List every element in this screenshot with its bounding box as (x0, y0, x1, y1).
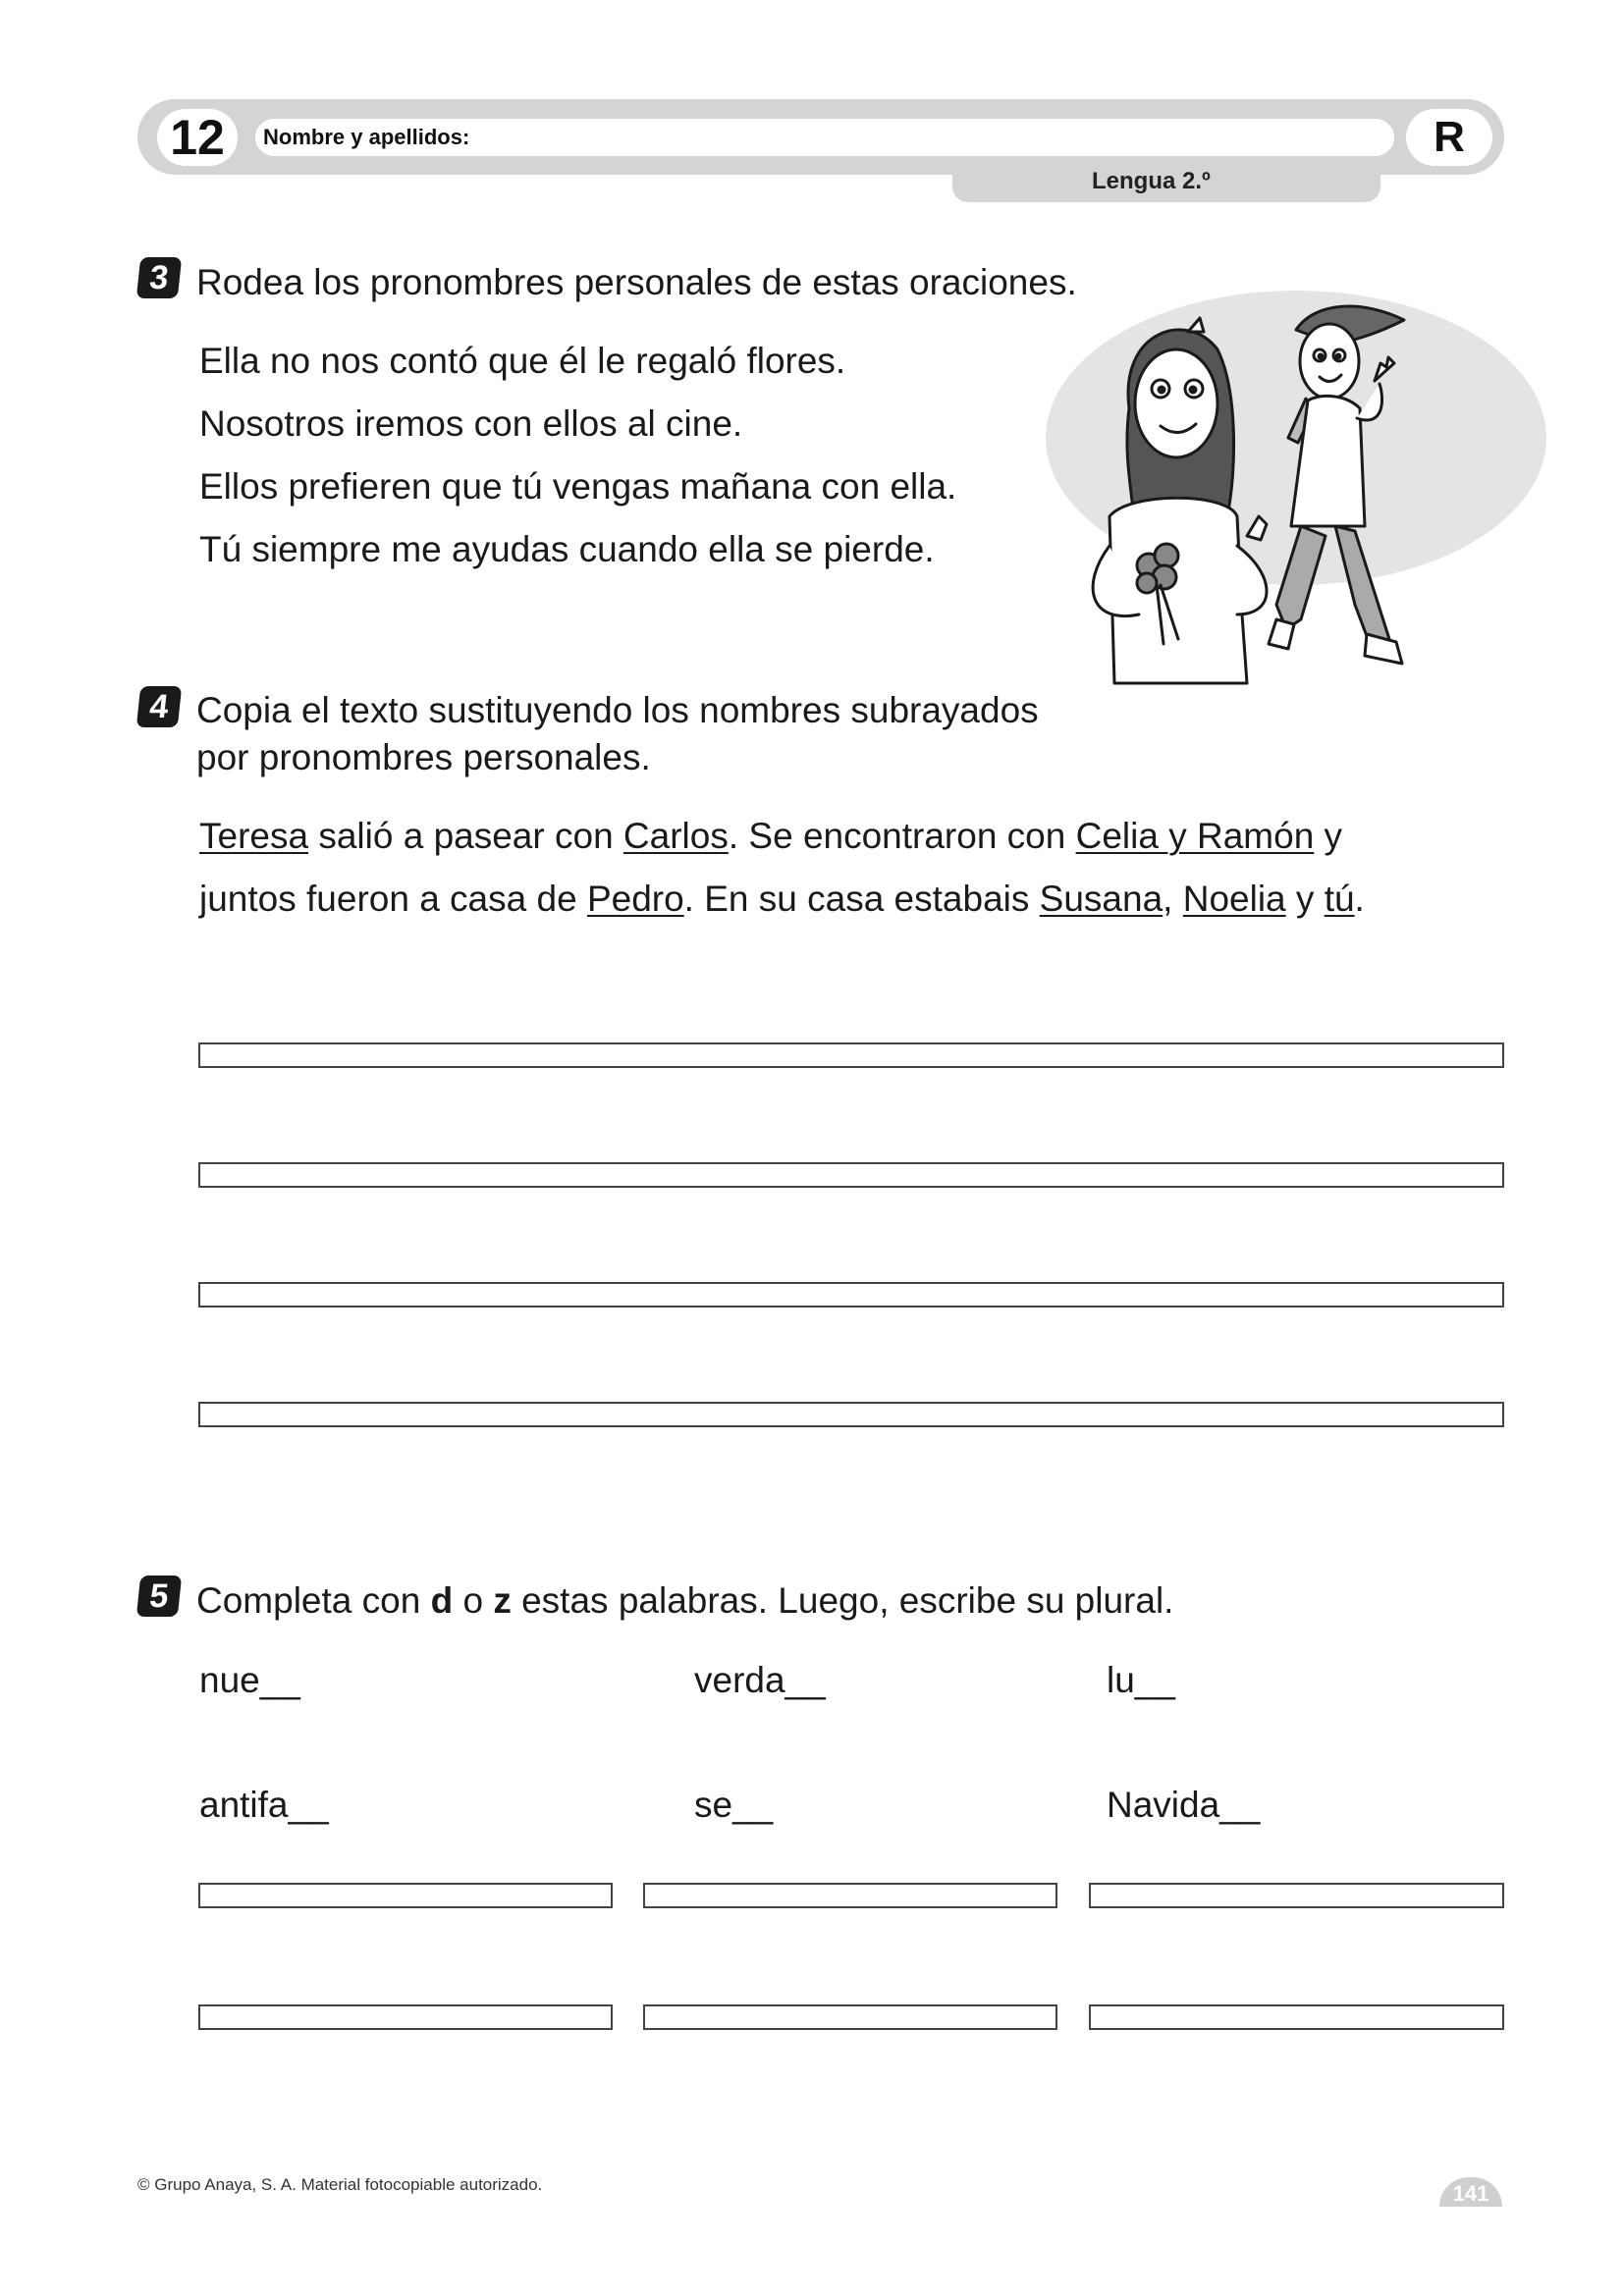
exercise-3-number: 3 (136, 257, 182, 298)
children-illustration (1041, 291, 1561, 719)
subject-label: Lengua 2.º (1092, 168, 1211, 194)
letter-z: z (493, 1580, 512, 1621)
exercise-5-plural-line[interactable] (1089, 2004, 1504, 2030)
exercise-4-instruction-line-1: Copia el texto sustituyendo los nombres subrayados (196, 690, 1039, 730)
exercise-5-word[interactable]: lu__ (1107, 1660, 1175, 1700)
underlined-name: Pedro (586, 879, 684, 919)
exercise-3-sentence-4[interactable]: Tú siempre me ayudas cuando ella se pierde. (199, 529, 935, 569)
exercise-4-writing-line[interactable] (198, 1162, 1504, 1188)
page-number: 141 (1439, 2177, 1502, 2207)
name-field-label: Nombre y apellidos: (263, 125, 470, 149)
text-segment: . Se encontraron con (728, 816, 1076, 856)
text-segment: salió a pasear con (308, 816, 623, 856)
exercise-5-plural-line[interactable] (198, 2004, 613, 2030)
exercise-4-instruction-line-2: por pronombres personales. (196, 737, 651, 777)
underlined-name: tú (1324, 879, 1355, 919)
letter-d: d (430, 1580, 454, 1621)
level-badge: R (1406, 109, 1492, 166)
underlined-name: Celia y Ramón (1075, 816, 1315, 856)
exercise-5-plural-line[interactable] (643, 1883, 1057, 1908)
underlined-name: Teresa (199, 816, 309, 856)
instruction-text: Completa con (196, 1580, 431, 1621)
exercise-3-sentence-2[interactable]: Nosotros iremos con ellos al cine. (199, 403, 743, 444)
exercise-3-sentence-3[interactable]: Ellos prefieren que tú vengas mañana con ella. (199, 466, 957, 507)
exercise-4-number: 4 (136, 686, 182, 727)
exercise-3-sentence-1[interactable]: Ella no nos contó que él le regaló flores. (199, 341, 846, 381)
exercise-5-number: 5 (136, 1575, 182, 1617)
underlined-name: Susana (1039, 879, 1163, 919)
exercise-5-word[interactable]: verda__ (694, 1660, 826, 1700)
exercise-4-text-line-2 (199, 868, 1365, 931)
text-segment: . En su casa estabais (683, 879, 1040, 919)
exercise-4-writing-line[interactable] (198, 1282, 1504, 1308)
exercise-5-word[interactable]: Navida__ (1107, 1785, 1261, 1825)
exercise-5-plural-line[interactable] (198, 1883, 613, 1908)
exercise-5-word[interactable]: se__ (694, 1785, 774, 1825)
text-segment: y (1285, 879, 1325, 919)
exercise-4-text-line-1 (199, 805, 1342, 868)
copyright-notice: © Grupo Anaya, S. A. Material fotocopiable autorizado. (137, 2175, 543, 2194)
exercise-4-writing-line[interactable] (198, 1402, 1504, 1427)
text-segment: juntos fueron a casa de (199, 879, 587, 919)
underlined-name: Carlos (622, 816, 729, 856)
text-segment: y (1314, 816, 1343, 856)
exercise-4-writing-line[interactable] (198, 1042, 1504, 1068)
exercise-5-word[interactable]: antifa__ (199, 1785, 329, 1825)
exercise-5-instruction (196, 1577, 1173, 1625)
exercise-5-word[interactable]: nue__ (199, 1660, 300, 1700)
exercise-5-plural-line[interactable] (1089, 1883, 1504, 1908)
text-segment: . (1354, 879, 1365, 919)
unit-number: 12 (157, 109, 238, 166)
underlined-name: Noelia (1182, 879, 1286, 919)
instruction-text: estas palabras. Luego, escribe su plural. (511, 1580, 1174, 1621)
text-segment: , (1163, 879, 1183, 919)
exercise-3-instruction: Rodea los pronombres personales de estas oraciones. (196, 262, 1077, 302)
instruction-text: o (453, 1580, 494, 1621)
exercise-5-plural-line[interactable] (643, 2004, 1057, 2030)
